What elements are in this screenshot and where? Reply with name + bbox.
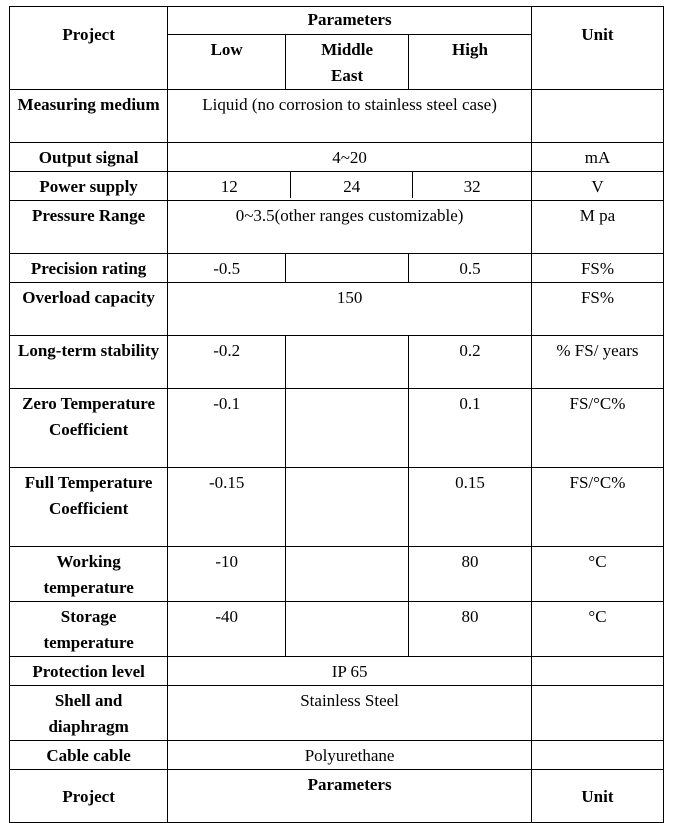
value-output-signal: 4~20: [168, 143, 532, 172]
unit-output-signal: mA: [531, 143, 663, 172]
footer-project: Project: [10, 770, 168, 823]
row-pressure-range: [10, 201, 664, 254]
header-unit: [531, 7, 663, 90]
value-precision-high: 0.5: [409, 254, 532, 283]
row-storage-temperature: [10, 602, 664, 657]
value-storage-temp-high: 80: [409, 602, 532, 657]
row-protection-level: [10, 657, 664, 686]
value-measuring-medium: Liquid (no corrosion to stainless steel case): [168, 90, 532, 143]
value-longterm-low: -0.2: [168, 336, 286, 389]
value-full-temp-low: -0.15: [168, 468, 286, 547]
unit-cable: [531, 741, 663, 770]
value-precision-low: -0.5: [168, 254, 286, 283]
header-middle: Middle East: [286, 35, 409, 90]
label-overload-capacity: Overload capacity: [10, 283, 168, 336]
value-working-temp-middle: [286, 547, 409, 602]
value-shell-diaphragm: Stainless Steel: [168, 686, 532, 741]
value-working-temp-low: -10: [168, 547, 286, 602]
unit-long-term-stability: % FS/ years: [531, 336, 663, 389]
header-row: [10, 7, 664, 35]
header-project-text: Project: [62, 25, 115, 44]
value-storage-temp-low: -40: [168, 602, 286, 657]
label-zero-temp: Zero Temperature Coefficient: [10, 389, 168, 468]
label-output-signal: Output signal: [10, 143, 168, 172]
footer-row: [10, 770, 664, 823]
value-storage-temp-middle: [286, 602, 409, 657]
label-shell-diaphragm: Shell and diaphragm: [10, 686, 168, 741]
label-long-term-stability: Long-term stability: [10, 336, 168, 389]
row-measuring-medium: [10, 90, 664, 143]
header-parameters: Parameters: [168, 7, 532, 35]
unit-protection-level: [531, 657, 663, 686]
unit-power-supply: V: [531, 172, 663, 201]
footer-unit: Unit: [531, 770, 663, 823]
header-unit-text: Unit: [581, 25, 614, 44]
value-pressure-range: 0~3.5(other ranges customizable): [168, 201, 532, 254]
label-working-temp: Working temperature: [10, 547, 168, 602]
unit-pressure-range: M pa: [531, 201, 663, 254]
value-zero-temp-middle: [286, 389, 409, 468]
label-power-supply: Power supply: [10, 172, 168, 201]
power-supply-split: [168, 172, 531, 198]
value-overload-capacity: 150: [168, 283, 532, 336]
specification-table: [9, 6, 664, 823]
row-precision-rating: [10, 254, 664, 283]
header-high: High: [409, 35, 532, 90]
unit-overload-capacity: FS%: [531, 283, 663, 336]
value-longterm-high: 0.2: [409, 336, 532, 389]
label-protection-level: Protection level: [10, 657, 168, 686]
value-longterm-middle: [286, 336, 409, 389]
label-full-temp: Full Temperature Coefficient: [10, 468, 168, 547]
value-power-high: 32: [463, 177, 481, 196]
value-zero-temp-high: 0.1: [409, 389, 532, 468]
header-project: [10, 7, 168, 90]
row-output-signal: [10, 143, 664, 172]
label-storage-temp: Storage temperature: [10, 602, 168, 657]
value-cable: Polyurethane: [168, 741, 532, 770]
footer-parameters: Parameters: [168, 770, 532, 823]
row-zero-temperature-coefficient: [10, 389, 664, 468]
row-shell-diaphragm: [10, 686, 664, 741]
unit-full-temp: FS/°C%: [531, 468, 663, 547]
value-precision-middle: [286, 254, 409, 283]
unit-measuring-medium: [531, 90, 663, 143]
unit-storage-temp: °C: [531, 602, 663, 657]
value-protection-level: IP 65: [168, 657, 532, 686]
row-power-supply: [10, 172, 664, 201]
label-pressure-range: Pressure Range: [10, 201, 168, 254]
label-measuring-medium: Measuring medium: [10, 90, 168, 143]
label-cable: Cable cable: [10, 741, 168, 770]
label-precision-rating: Precision rating: [10, 254, 168, 283]
unit-working-temp: °C: [531, 547, 663, 602]
row-working-temperature: [10, 547, 664, 602]
power-supply-values: [168, 172, 532, 201]
value-full-temp-high: 0.15: [409, 468, 532, 547]
value-working-temp-high: 80: [409, 547, 532, 602]
unit-shell-diaphragm: [531, 686, 663, 741]
header-low: Low: [168, 35, 286, 90]
unit-precision-rating: FS%: [531, 254, 663, 283]
unit-zero-temp: FS/°C%: [531, 389, 663, 468]
row-cable: [10, 741, 664, 770]
row-overload-capacity: [10, 283, 664, 336]
value-power-low: 12: [168, 172, 291, 198]
row-full-temperature-coefficient: [10, 468, 664, 547]
value-zero-temp-low: -0.1: [168, 389, 286, 468]
row-long-term-stability: [10, 336, 664, 389]
value-full-temp-middle: [286, 468, 409, 547]
value-power-middle: 24: [291, 172, 413, 198]
